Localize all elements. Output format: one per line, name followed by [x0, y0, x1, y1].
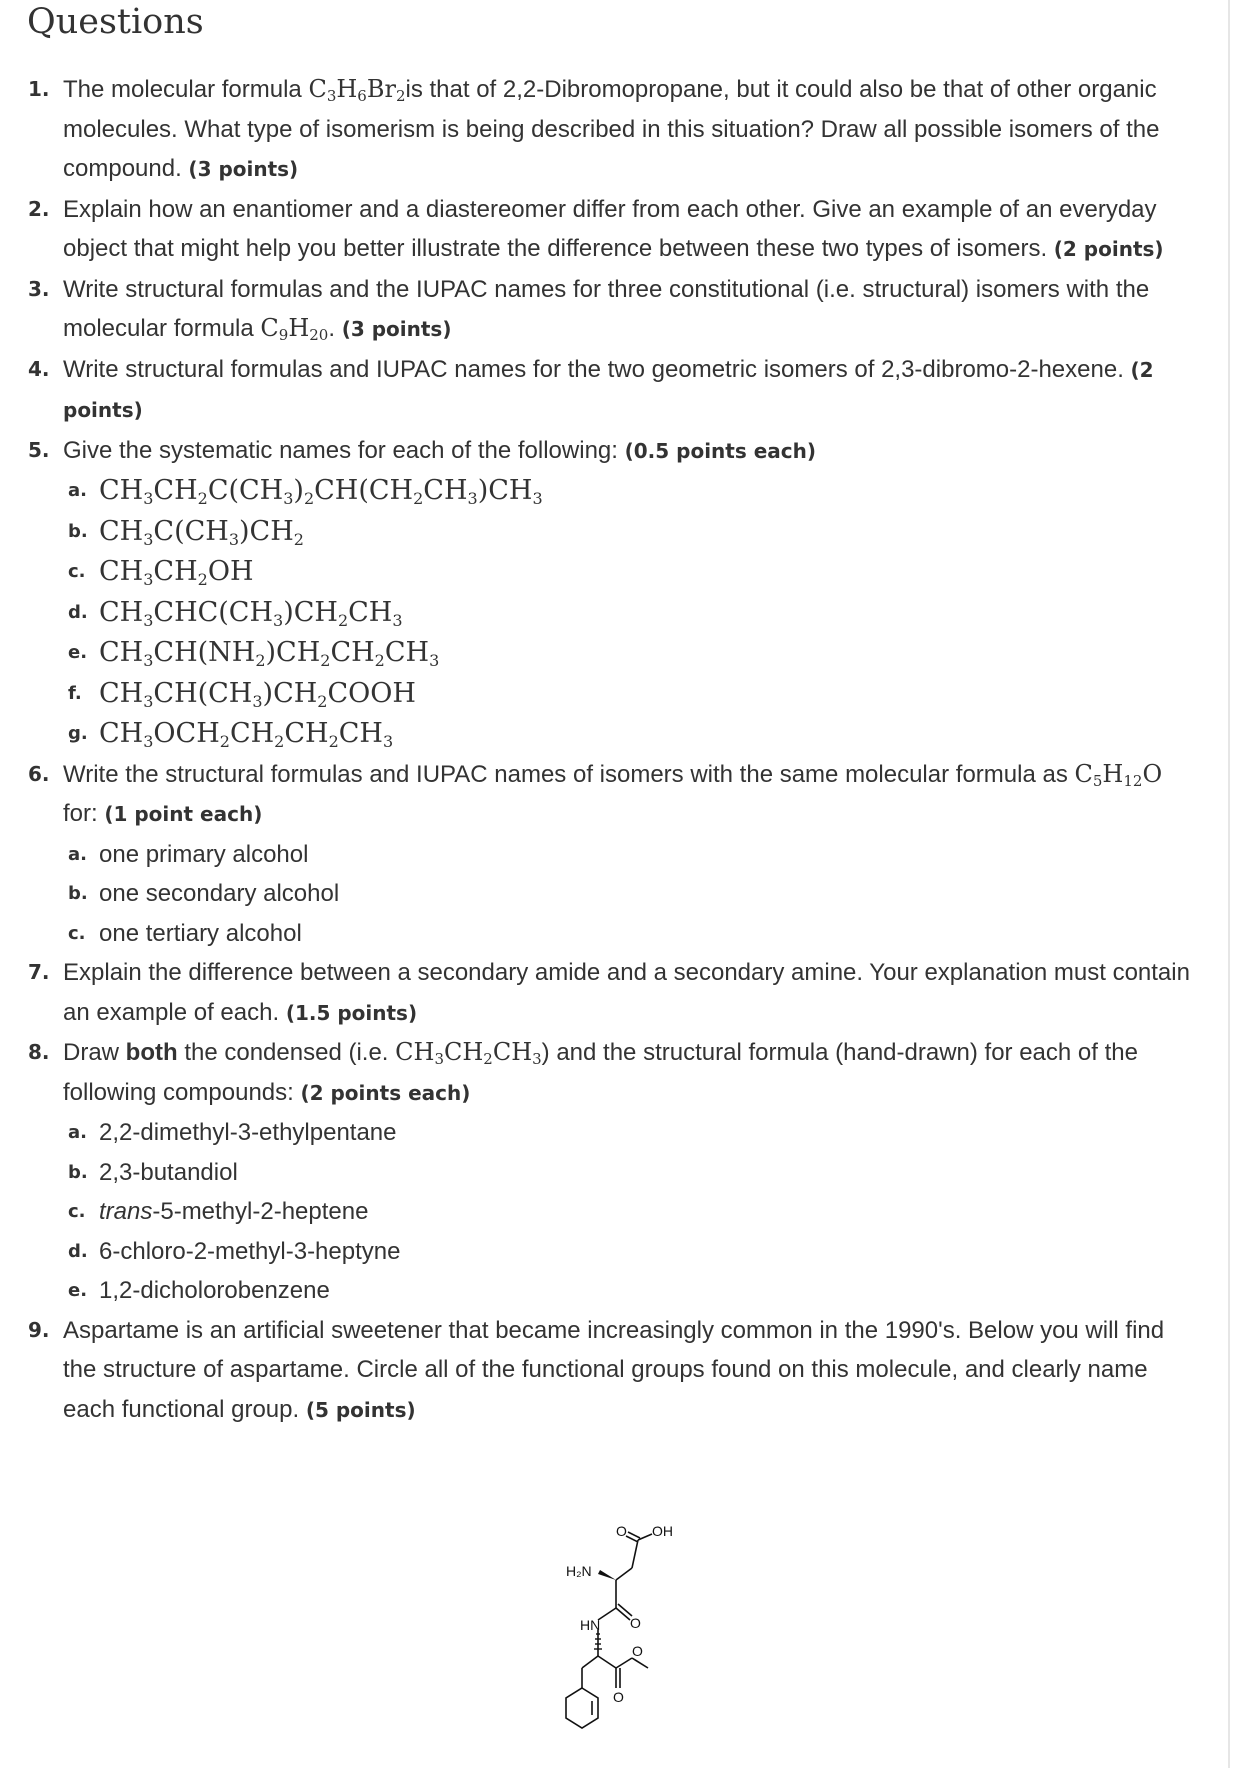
- sub-item-e: e. 1,2-dicholorobenzene: [68, 1277, 330, 1304]
- question-text: Give the systematic names for each of the following:: [63, 436, 625, 464]
- question-8: 8. Draw both the condensed (i.e. $CH_3CH_2CH_3$) and the structural formula (hand-drawn) for each of the following compounds: (2 points each) a. 2,2-dimethyl-3-ethylpentane b. 2,3-butandiol c. trans-5-methyl-2-heptene d. 6-chloro-2-methyl-3-heptyne e. 1,2-dicholorobenzene: [0, 1033, 1200, 1311]
- question-text: Write structural formulas and the IUPAC names for three constitutional (i.e. structural) isomers with the molecular formula: [63, 275, 1150, 342]
- question-text: Explain how an enantiomer and a diastereomer differ from each other. Give an example of an everyday object that might help you better illustrate the difference between these two types of isomers.: [63, 195, 1157, 262]
- question-7: [0, 953, 1200, 1033]
- points: (0.5 points each): [624, 438, 817, 463]
- page-title: Questions: [27, 2, 204, 42]
- sub-item-c: c. one tertiary alcohol: [68, 919, 302, 947]
- formula-example: $CH_3CH_2CH_3$: [395, 1038, 542, 1068]
- question-5: [0, 431, 1200, 755]
- question-list: [0, 70, 1200, 1430]
- points: (1 point each): [104, 802, 263, 826]
- points: (1.5 points): [285, 1000, 418, 1025]
- sub-item-b: b. 2,3-butandiol: [68, 1158, 238, 1186]
- question-number: 3.: [28, 276, 50, 301]
- formula-c5h12o: $C_5H_{12}O$: [1074, 759, 1163, 790]
- atom-o-ester-carbonyl: O: [613, 1689, 624, 1705]
- question-1: [0, 70, 1200, 190]
- question-4: [0, 350, 1200, 431]
- formula-item-f: f. $CH_3CH(CH_3)CH_2COOH$: [68, 677, 416, 711]
- formula-item-c: c. $CH_3CH_2OH$: [68, 556, 254, 589]
- question-text: Aspartame is an artificial sweetener that became increasingly common in the 1990's. Below you will find the structure of aspartame. Circle all of the functional groups found on this molecule, and clearly name each functional group.: [63, 1316, 1165, 1423]
- question-9: [0, 1311, 1200, 1431]
- formula-item-a: a. $CH_3CH_2C(CH_3)_2CH(CH_2CH_3)CH_3$: [68, 475, 543, 508]
- formula-list: [63, 471, 1200, 755]
- question-2: [0, 190, 1200, 270]
- question-3: 3. Write structural formulas and the IUPAC names for three constitutional (i.e. structural) isomers with the molecular formula $C_9H_{20}$. (3 points): [0, 270, 1200, 350]
- atom-h2n: H₂N: [566, 1563, 592, 1579]
- page-border: [1228, 0, 1230, 1768]
- question-number: 9.: [28, 1317, 50, 1342]
- sub-item-a: a. 2,2-dimethyl-3-ethylpentane: [68, 1119, 397, 1146]
- sub-item-c: c. trans-5-methyl-2-heptene: [68, 1198, 369, 1225]
- sub-item-b: b. one secondary alcohol: [68, 880, 340, 907]
- sub-list: [63, 1113, 1200, 1311]
- formula-c9h20: $C_9H_{20}$: [260, 314, 329, 344]
- formula-item-e: e. $CH_3CH(NH_2)CH_2CH_2CH_3$: [68, 637, 440, 670]
- points: (3 points): [188, 157, 299, 181]
- atom-o-ester: O: [632, 1643, 643, 1659]
- question-number: 4.: [28, 356, 50, 381]
- atom-hn: HN: [580, 1617, 601, 1633]
- formula-item-b: b. $CH_3C(CH_3)CH_2$: [68, 515, 304, 549]
- formula-c3h6br2: $C_3H_6Br_2$: [308, 75, 406, 105]
- sub-item-d: d. 6-chloro-2-methyl-3-heptyne: [68, 1237, 401, 1265]
- points: (3 points): [341, 317, 452, 341]
- formula-item-d: d. $CH_3CHC(CH_3)CH_2CH_3$: [68, 596, 403, 630]
- question-number: 5.: [28, 437, 50, 462]
- aspartame-structure: [520, 1508, 720, 1768]
- question-number: 1.: [28, 77, 50, 101]
- question-number: 2.: [28, 196, 50, 221]
- points: (5 points): [305, 1397, 416, 1422]
- points: (2 points): [63, 357, 1154, 422]
- question-number: 8.: [28, 1040, 50, 1064]
- question-text: Explain the difference between a secondary amide and a secondary amine. Your explanation must contain an example of each.: [63, 959, 1190, 1026]
- atom-o-carbonyl: O: [616, 1523, 627, 1539]
- formula-item-g: g. $CH_3OCH_2CH_2CH_2CH_3$: [68, 718, 394, 751]
- question-6: 6. Write the structural formulas and IUPAC names of isomers with the same molecular formula as $C_5H_{12}O$ for: (1 point each) a. one primary alcohol b. one secondary alcohol c. one tertiary alcohol: [0, 755, 1200, 954]
- sub-list: [63, 835, 1200, 954]
- question-number: 6.: [28, 761, 50, 786]
- question-text: Write structural formulas and IUPAC names for the two geometric isomers of 2,3-dibromo-2-hexene.: [63, 355, 1131, 383]
- question-text: The molecular formula: [63, 76, 309, 103]
- points: (2 points): [1053, 237, 1164, 261]
- question-number: 7.: [28, 960, 50, 984]
- question-text: Write the structural formulas and IUPAC names of isomers with the same molecular formula as: [63, 760, 1075, 788]
- atom-oh: OH: [652, 1523, 673, 1539]
- atom-o-amide: O: [630, 1615, 641, 1631]
- points: (2 points each): [300, 1080, 471, 1105]
- sub-item-a: a. one primary alcohol: [68, 840, 309, 868]
- question-text: is that of 2,2-Dibromopropane, but it could also be that of other organic molecules. What type of isomerism is being described in this situation? Draw all possible isomers of the compound.: [63, 76, 1160, 182]
